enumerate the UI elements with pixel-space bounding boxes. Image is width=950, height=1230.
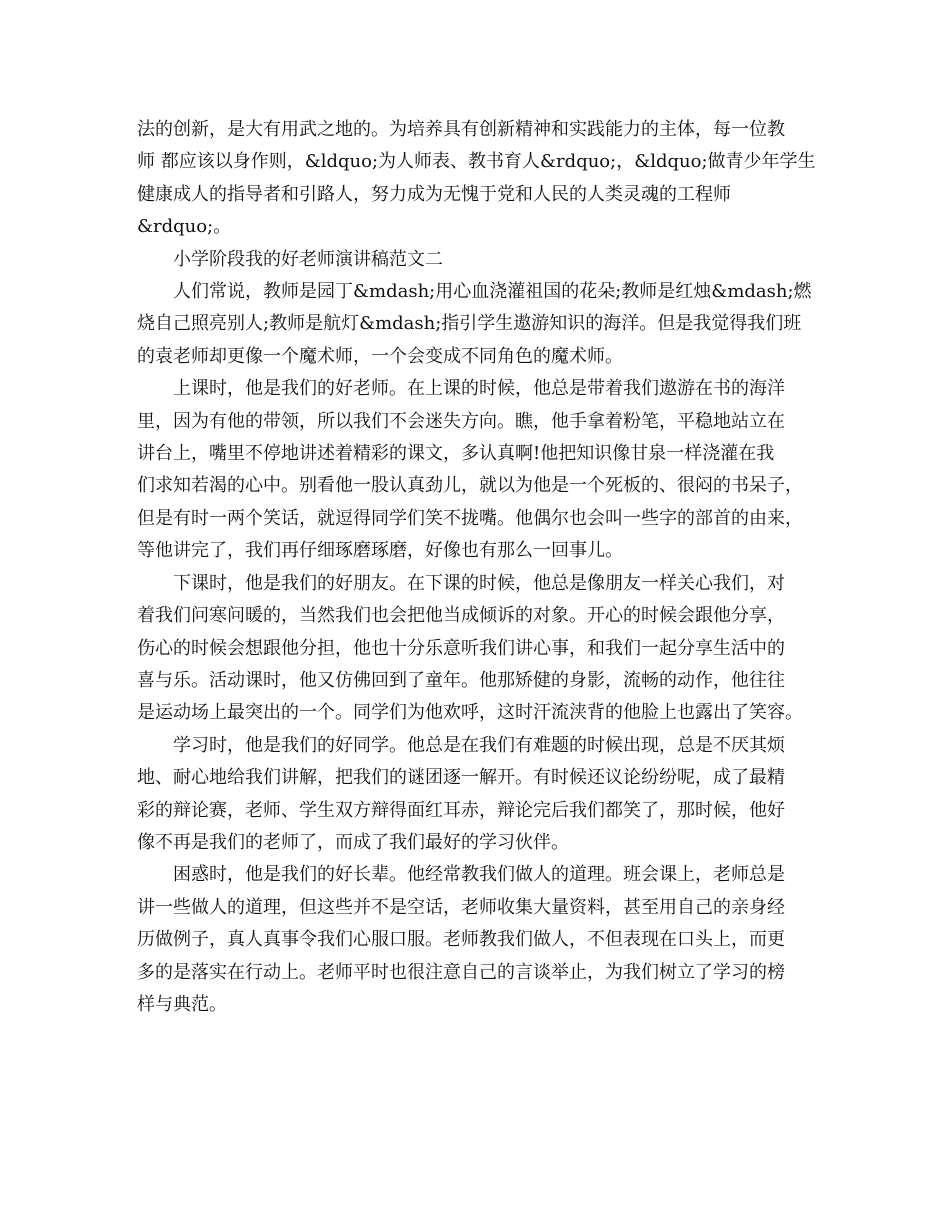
text-line: 多的是落实在行动上。老师平时也很注意自己的言谈举止，为我们树立了学习的榜	[137, 961, 785, 983]
text-line: 样与典范。	[137, 993, 227, 1015]
heading-text: 小学阶段我的好老师演讲稿范文二	[173, 248, 443, 270]
text-line: 着我们问寒问暖的，当然我们也会把他当成倾诉的对象。开心的时候会跟他分享，	[137, 605, 785, 627]
paragraph-4	[137, 373, 827, 567]
paragraph-7	[137, 859, 827, 1021]
text-line: 喜与乐。活动课时，他又仿佛回到了童年。他那矫健的身影，流畅的动作，他往往	[137, 669, 785, 691]
text-line: 们求知若渴的心中。别看他一股认真劲儿，就以为他是一个死板的、很闷的书呆子，	[137, 475, 803, 497]
text-line: 历做例子，真人真事令我们心服口服。老师教我们做人，不但表现在口头上，而更	[137, 929, 785, 951]
text-line: &rdquo;。	[137, 216, 232, 238]
paragraph-1	[137, 114, 827, 244]
text-line: 健康成人的指导者和引路人，努力成为无愧于党和人民的人类灵魂的工程师	[137, 183, 731, 205]
text-line: 学习时，他是我们的好同学。他总是在我们有难题的时候出现，总是不厌其烦	[173, 734, 785, 756]
text-line: 是运动场上最突出的一个。同学们为他欢呼，这时汗流浃背的他脸上也露出了笑容。	[137, 702, 803, 724]
paragraph-5	[137, 568, 827, 730]
text-line: 像不再是我们的老师了，而成了我们最好的学习伙伴。	[137, 831, 569, 853]
text-line: 等他讲完了，我们再仔细琢磨琢磨，好像也有那么一回事儿。	[137, 540, 623, 562]
text-line: 人们常说，教师是园丁&mdash;用心血浇灌祖国的花朵;教师是红烛&mdash;燃	[173, 281, 812, 303]
text-line: 法的创新，是大有用武之地的。为培养具有创新精神和实践能力的主体，每一位教	[137, 119, 785, 140]
text-line: 里，因为有他的带领，所以我们不会迷失方向。瞧，他手拿着粉笔，平稳地站立在	[137, 410, 785, 432]
text-line: 的袁老师却更像一个魔术师，一个会变成不同角色的魔术师。	[137, 345, 623, 367]
text-line: 伤心的时候会想跟他分担，他也十分乐意听我们讲心事，和我们一起分享生活中的	[137, 637, 785, 659]
paragraph-6	[137, 730, 827, 860]
text-line: 下课时，他是我们的好朋友。在下课的时候，他总是像朋友一样关心我们，对	[173, 572, 785, 594]
text-line: 彩的辩论赛，老师、学生双方辩得面红耳赤，辩论完后我们都笑了，那时候，他好	[137, 799, 785, 821]
document-body	[137, 114, 827, 1021]
text-line: 困惑时，他是我们的好长辈。他经常教我们做人的道理。班会课上，老师总是	[173, 864, 785, 886]
section-heading	[137, 244, 827, 276]
text-line: 但是有时一两个笑话，就逗得同学们笑不拢嘴。他偶尔也会叫一些字的部首的由来，	[137, 507, 803, 529]
text-line: 讲台上，嘴里不停地讲述着精彩的课文，多认真啊!他把知识像甘泉一样浇灌在我	[137, 443, 775, 465]
text-line: 地、耐心地给我们讲解，把我们的谜团逐一解开。有时候还议论纷纷呢，成了最精	[137, 767, 785, 789]
text-line: 烧自己照亮别人;教师是航灯&mdash;指引学生遨游知识的海洋。但是我觉得我们班	[137, 313, 802, 335]
text-line: 师 都应该以身作则，&ldquo;为人师表、教书育人&rdquo;，&ldquo;做青少年学生	[137, 151, 816, 173]
text-line: 上课时，他是我们的好老师。在上课的时候，他总是带着我们遨游在书的海洋	[173, 378, 785, 400]
paragraph-3	[137, 276, 827, 373]
text-line: 讲一些做人的道理，但这些并不是空话，老师收集大量资料，甚至用自己的亲身经	[137, 896, 785, 918]
